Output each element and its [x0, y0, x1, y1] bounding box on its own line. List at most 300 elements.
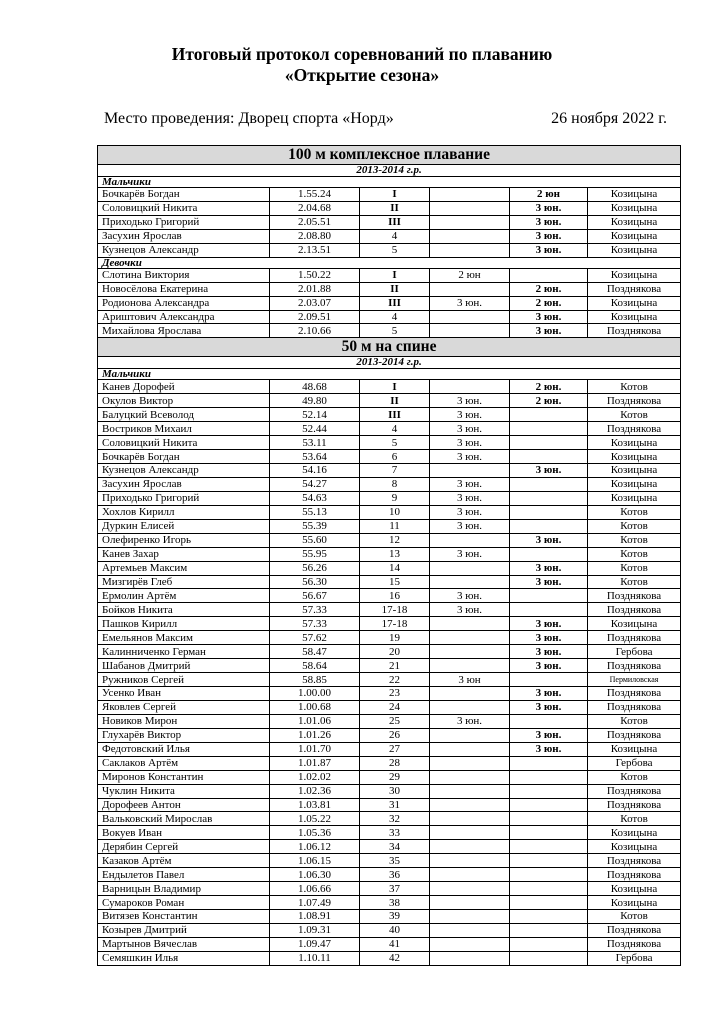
rank-achieved: 3 юн.: [430, 491, 510, 505]
athlete-name: Артемьев Максим: [98, 561, 270, 575]
coach-name: Котов: [588, 408, 681, 422]
athlete-name: Соловицкий Никита: [98, 201, 270, 215]
coach-name: Позднякова: [588, 700, 681, 714]
rank-confirmed: 2 юн.: [510, 296, 588, 310]
result-time: 1.10.11: [270, 951, 360, 965]
coach-name: Козицына: [588, 310, 681, 324]
result-time: 1.01.87: [270, 756, 360, 770]
rank-confirmed: 3 юн.: [510, 243, 588, 257]
rank-confirmed: [510, 603, 588, 617]
rank-confirmed: [510, 868, 588, 882]
table-row: [98, 770, 681, 784]
rank-achieved: 3 юн.: [430, 436, 510, 450]
athlete-name: Бойков Никита: [98, 603, 270, 617]
place: 13: [360, 547, 430, 561]
place: II: [360, 282, 430, 296]
coach-name: Козицына: [588, 491, 681, 505]
event-title: 50 м на спине: [98, 338, 681, 357]
result-time: 1.09.47: [270, 937, 360, 951]
date: 26 ноября 2022 г.: [551, 110, 667, 127]
table-row: [98, 491, 681, 505]
coach-name: Позднякова: [588, 324, 681, 338]
place: 4: [360, 229, 430, 243]
athlete-name: Дуркин Елисей: [98, 519, 270, 533]
result-time: 1.01.70: [270, 742, 360, 756]
rank-confirmed: [510, 923, 588, 937]
result-time: 1.50.22: [270, 268, 360, 282]
rank-achieved: [430, 561, 510, 575]
coach-name: Козицына: [588, 201, 681, 215]
rank-achieved: [430, 937, 510, 951]
table-row: [98, 229, 681, 243]
coach-name: Козицына: [588, 450, 681, 464]
result-time: 2.08.80: [270, 229, 360, 243]
place: 21: [360, 659, 430, 673]
rank-confirmed: 3 юн.: [510, 575, 588, 589]
place: 31: [360, 798, 430, 812]
rank-confirmed: [510, 450, 588, 464]
place: 5: [360, 243, 430, 257]
gender-group-label: Мальчики: [98, 369, 681, 380]
place: 5: [360, 436, 430, 450]
coach-name: Позднякова: [588, 784, 681, 798]
athlete-name: Кузнецов Александр: [98, 464, 270, 478]
rank-achieved: [430, 868, 510, 882]
rank-confirmed: 3 юн.: [510, 464, 588, 478]
table-row: [98, 784, 681, 798]
place: 11: [360, 519, 430, 533]
table-row: [98, 215, 681, 229]
place: III: [360, 408, 430, 422]
table-row: [98, 868, 681, 882]
athlete-name: Приходько Григорий: [98, 491, 270, 505]
result-time: 1.05.36: [270, 826, 360, 840]
rank-achieved: [430, 188, 510, 202]
result-time: 1.02.36: [270, 784, 360, 798]
athlete-name: Козырев Дмитрий: [98, 923, 270, 937]
athlete-name: Засухин Ярослав: [98, 229, 270, 243]
rank-achieved: [430, 282, 510, 296]
place: 26: [360, 728, 430, 742]
coach-name: Котов: [588, 533, 681, 547]
athlete-name: Емельянов Максим: [98, 631, 270, 645]
place: 7: [360, 464, 430, 478]
athlete-name: Востриков Михаил: [98, 422, 270, 436]
coach-name: Козицына: [588, 296, 681, 310]
coach-name: Позднякова: [588, 282, 681, 296]
rank-confirmed: [510, 910, 588, 924]
place: 33: [360, 826, 430, 840]
place: 16: [360, 589, 430, 603]
place: I: [360, 380, 430, 394]
place: 36: [360, 868, 430, 882]
coach-name: Козицына: [588, 896, 681, 910]
athlete-name: Семяшкин Илья: [98, 951, 270, 965]
rank-confirmed: [510, 784, 588, 798]
result-time: 1.55.24: [270, 188, 360, 202]
rank-achieved: [430, 826, 510, 840]
athlete-name: Кузнецов Александр: [98, 243, 270, 257]
rank-achieved: [430, 770, 510, 784]
rank-achieved: [430, 464, 510, 478]
result-time: 1.07.49: [270, 896, 360, 910]
table-row: [98, 477, 681, 491]
table-row: [98, 547, 681, 561]
rank-confirmed: [510, 812, 588, 826]
table-row: [98, 756, 681, 770]
rank-achieved: [430, 854, 510, 868]
place: 8: [360, 477, 430, 491]
place: 5: [360, 324, 430, 338]
result-time: 49.80: [270, 394, 360, 408]
result-time: 1.02.02: [270, 770, 360, 784]
result-time: 1.06.12: [270, 840, 360, 854]
coach-name: Гербова: [588, 756, 681, 770]
rank-confirmed: 3 юн.: [510, 229, 588, 243]
rank-confirmed: 3 юн.: [510, 310, 588, 324]
result-time: 57.33: [270, 617, 360, 631]
coach-name: Козицына: [588, 229, 681, 243]
rank-achieved: [430, 742, 510, 756]
athlete-name: Балуцкий Всеволод: [98, 408, 270, 422]
rank-achieved: [430, 798, 510, 812]
coach-name: Позднякова: [588, 659, 681, 673]
rank-achieved: [430, 882, 510, 896]
gender-group-row: [98, 177, 681, 188]
athlete-name: Дерябин Сергей: [98, 840, 270, 854]
rank-confirmed: 2 юн: [510, 188, 588, 202]
venue: Место проведения: Дворец спорта «Норд»: [104, 110, 394, 127]
coach-name: Козицына: [588, 436, 681, 450]
coach-name: Козицына: [588, 243, 681, 257]
table-row: [98, 798, 681, 812]
rank-achieved: [430, 380, 510, 394]
result-time: 55.60: [270, 533, 360, 547]
result-time: 1.00.00: [270, 687, 360, 701]
athlete-name: Канев Захар: [98, 547, 270, 561]
table-row: [98, 882, 681, 896]
coach-name: Гербова: [588, 951, 681, 965]
coach-name: Котов: [588, 561, 681, 575]
athlete-name: Варницын Владимир: [98, 882, 270, 896]
protocol-title: [0, 44, 724, 86]
rank-achieved: 3 юн.: [430, 394, 510, 408]
table-row: [98, 450, 681, 464]
result-time: 53.64: [270, 450, 360, 464]
athlete-name: Новосёлова Екатерина: [98, 282, 270, 296]
table-row: [98, 533, 681, 547]
table-row: [98, 910, 681, 924]
result-time: 54.16: [270, 464, 360, 478]
athlete-name: Бочкарёв Богдан: [98, 450, 270, 464]
age-group-row: [98, 165, 681, 177]
athlete-name: Новиков Мирон: [98, 714, 270, 728]
athlete-name: Ружников Сергей: [98, 673, 270, 687]
rank-achieved: [430, 700, 510, 714]
table-row: [98, 687, 681, 701]
coach-name: Позднякова: [588, 728, 681, 742]
coach-name: Котов: [588, 770, 681, 784]
result-time: 57.62: [270, 631, 360, 645]
rank-achieved: 3 юн.: [430, 547, 510, 561]
place: 35: [360, 854, 430, 868]
athlete-name: Миронов Константин: [98, 770, 270, 784]
table-row: [98, 728, 681, 742]
place: 14: [360, 561, 430, 575]
rank-confirmed: [510, 408, 588, 422]
rank-confirmed: 2 юн.: [510, 380, 588, 394]
result-time: 58.47: [270, 645, 360, 659]
rank-achieved: 3 юн.: [430, 450, 510, 464]
rank-confirmed: 2 юн.: [510, 282, 588, 296]
place: 27: [360, 742, 430, 756]
table-row: [98, 422, 681, 436]
coach-name: Козицына: [588, 882, 681, 896]
result-time: 55.39: [270, 519, 360, 533]
place: 15: [360, 575, 430, 589]
coach-name: Котов: [588, 812, 681, 826]
rank-achieved: [430, 840, 510, 854]
table-row: [98, 282, 681, 296]
place: 30: [360, 784, 430, 798]
athlete-name: Федотовский Илья: [98, 742, 270, 756]
table-row: [98, 923, 681, 937]
rank-achieved: 3 юн.: [430, 477, 510, 491]
athlete-name: Чуклин Никита: [98, 784, 270, 798]
rank-achieved: [430, 310, 510, 324]
result-time: 1.00.68: [270, 700, 360, 714]
result-time: 2.03.07: [270, 296, 360, 310]
coach-name: Позднякова: [588, 589, 681, 603]
place: 38: [360, 896, 430, 910]
athlete-name: Засухин Ярослав: [98, 477, 270, 491]
coach-name: Козицына: [588, 742, 681, 756]
table-row: [98, 631, 681, 645]
rank-achieved: [430, 659, 510, 673]
athlete-name: Олефиренко Игорь: [98, 533, 270, 547]
gender-group-row: [98, 369, 681, 380]
place: 19: [360, 631, 430, 645]
place: 10: [360, 505, 430, 519]
rank-achieved: 3 юн.: [430, 519, 510, 533]
coach-name: Котов: [588, 547, 681, 561]
result-time: 2.01.88: [270, 282, 360, 296]
rank-achieved: [430, 533, 510, 547]
result-time: 58.64: [270, 659, 360, 673]
result-time: 1.06.15: [270, 854, 360, 868]
coach-name: Козицына: [588, 826, 681, 840]
gender-group-label: Девочки: [98, 257, 681, 268]
table-row: [98, 937, 681, 951]
rank-achieved: 3 юн.: [430, 505, 510, 519]
rank-confirmed: 3 юн.: [510, 700, 588, 714]
rank-confirmed: [510, 589, 588, 603]
rank-achieved: [430, 728, 510, 742]
table-row: [98, 310, 681, 324]
coach-name: Позднякова: [588, 687, 681, 701]
rank-achieved: [430, 812, 510, 826]
rank-confirmed: [510, 491, 588, 505]
rank-achieved: 3 юн.: [430, 422, 510, 436]
athlete-name: Бочкарёв Богдан: [98, 188, 270, 202]
result-time: 1.09.31: [270, 923, 360, 937]
rank-confirmed: [510, 422, 588, 436]
rank-achieved: 3 юн.: [430, 589, 510, 603]
rank-confirmed: [510, 519, 588, 533]
coach-name: Позднякова: [588, 603, 681, 617]
result-time: 54.63: [270, 491, 360, 505]
result-time: 56.30: [270, 575, 360, 589]
table-row: [98, 840, 681, 854]
coach-name: Козицына: [588, 840, 681, 854]
place: III: [360, 215, 430, 229]
rank-achieved: 2 юн: [430, 268, 510, 282]
place: 23: [360, 687, 430, 701]
athlete-name: Яковлев Сергей: [98, 700, 270, 714]
table-row: [98, 714, 681, 728]
rank-confirmed: 3 юн.: [510, 533, 588, 547]
table-row: [98, 408, 681, 422]
athlete-name: Сумароков Роман: [98, 896, 270, 910]
table-row: [98, 188, 681, 202]
athlete-name: Родионова Александра: [98, 296, 270, 310]
rank-confirmed: [510, 854, 588, 868]
result-time: 48.68: [270, 380, 360, 394]
athlete-name: Глухарёв Виктор: [98, 728, 270, 742]
result-time: 2.09.51: [270, 310, 360, 324]
place: I: [360, 188, 430, 202]
rank-confirmed: 3 юн.: [510, 645, 588, 659]
results-table: [97, 145, 681, 966]
place: II: [360, 201, 430, 215]
place: 6: [360, 450, 430, 464]
rank-achieved: [430, 243, 510, 257]
result-time: 53.11: [270, 436, 360, 450]
athlete-name: Мизгирёв Глеб: [98, 575, 270, 589]
table-row: [98, 243, 681, 257]
rank-confirmed: 3 юн.: [510, 659, 588, 673]
table-row: [98, 561, 681, 575]
place: 40: [360, 923, 430, 937]
rank-confirmed: [510, 436, 588, 450]
result-time: 1.01.06: [270, 714, 360, 728]
rank-achieved: 3 юн.: [430, 714, 510, 728]
rank-confirmed: [510, 477, 588, 491]
athlete-name: Окулов Виктор: [98, 394, 270, 408]
rank-confirmed: 2 юн.: [510, 394, 588, 408]
table-row: [98, 464, 681, 478]
result-time: 54.27: [270, 477, 360, 491]
athlete-name: Хохлов Кирилл: [98, 505, 270, 519]
table-row: [98, 575, 681, 589]
athlete-name: Михайлова Ярослава: [98, 324, 270, 338]
result-time: 1.06.66: [270, 882, 360, 896]
coach-name: Котов: [588, 505, 681, 519]
coach-name: Козицына: [588, 188, 681, 202]
place: III: [360, 296, 430, 310]
place: 29: [360, 770, 430, 784]
rank-confirmed: 3 юн.: [510, 201, 588, 215]
result-time: 52.44: [270, 422, 360, 436]
place: 28: [360, 756, 430, 770]
result-time: 52.14: [270, 408, 360, 422]
place: 17-18: [360, 603, 430, 617]
place: 9: [360, 491, 430, 505]
coach-name: Пермиловская: [588, 673, 681, 687]
rank-confirmed: [510, 896, 588, 910]
coach-name: Козицына: [588, 617, 681, 631]
age-group-label: 2013-2014 г.р.: [98, 357, 681, 369]
rank-achieved: [430, 756, 510, 770]
athlete-name: Вальковский Мирослав: [98, 812, 270, 826]
rank-confirmed: 3 юн.: [510, 631, 588, 645]
athlete-name: Саклаков Артём: [98, 756, 270, 770]
table-row: [98, 617, 681, 631]
athlete-name: Пашков Кирилл: [98, 617, 270, 631]
result-time: 1.06.30: [270, 868, 360, 882]
result-time: 56.26: [270, 561, 360, 575]
result-time: 55.95: [270, 547, 360, 561]
coach-name: Козицына: [588, 477, 681, 491]
rank-achieved: [430, 617, 510, 631]
rank-confirmed: [510, 840, 588, 854]
table-row: [98, 589, 681, 603]
rank-confirmed: 3 юн.: [510, 728, 588, 742]
table-row: [98, 603, 681, 617]
coach-name: Позднякова: [588, 923, 681, 937]
table-row: [98, 296, 681, 310]
athlete-name: Канев Дорофей: [98, 380, 270, 394]
result-time: 56.67: [270, 589, 360, 603]
athlete-name: Усенко Иван: [98, 687, 270, 701]
coach-name: Котов: [588, 380, 681, 394]
rank-achieved: [430, 910, 510, 924]
athlete-name: Слотина Виктория: [98, 268, 270, 282]
athlete-name: Приходько Григорий: [98, 215, 270, 229]
rank-achieved: [430, 784, 510, 798]
coach-name: Котов: [588, 910, 681, 924]
rank-achieved: [430, 645, 510, 659]
coach-name: Позднякова: [588, 937, 681, 951]
rank-confirmed: 3 юн.: [510, 617, 588, 631]
place: 4: [360, 310, 430, 324]
result-time: 58.85: [270, 673, 360, 687]
result-time: 2.04.68: [270, 201, 360, 215]
table-row: [98, 645, 681, 659]
rank-achieved: 3 юн.: [430, 408, 510, 422]
coach-name: Гербова: [588, 645, 681, 659]
table-row: [98, 854, 681, 868]
place: 25: [360, 714, 430, 728]
rank-achieved: [430, 631, 510, 645]
gender-group-label: Мальчики: [98, 177, 681, 188]
rank-confirmed: 3 юн.: [510, 687, 588, 701]
athlete-name: Ариштович Александра: [98, 310, 270, 324]
rank-confirmed: [510, 268, 588, 282]
rank-confirmed: [510, 826, 588, 840]
place: 42: [360, 951, 430, 965]
age-group-label: 2013-2014 г.р.: [98, 165, 681, 177]
rank-achieved: [430, 575, 510, 589]
result-time: 1.05.22: [270, 812, 360, 826]
table-row: [98, 394, 681, 408]
table-row: [98, 951, 681, 965]
rank-confirmed: [510, 547, 588, 561]
athlete-name: Соловицкий Никита: [98, 436, 270, 450]
coach-name: Позднякова: [588, 854, 681, 868]
place: 32: [360, 812, 430, 826]
event-title: 100 м комплексное плавание: [98, 146, 681, 165]
